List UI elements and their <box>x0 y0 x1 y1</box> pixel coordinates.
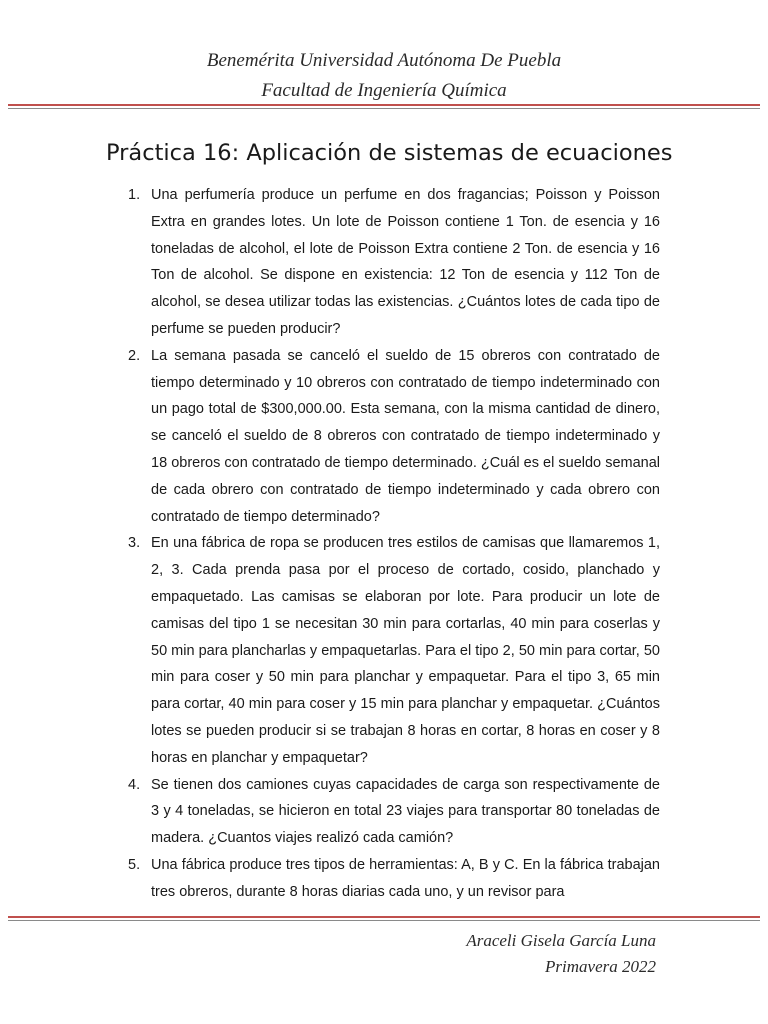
item-text: Una fábrica produce tres tipos de herramientas: A, B y C. En la fábrica trabajan tres obreros, durante 8 horas diarias cada uno, y un revisor para <box>151 856 660 900</box>
term-label: Primavera 2022 <box>545 957 656 976</box>
page-header <box>0 46 768 106</box>
item-number: 2. <box>128 347 141 364</box>
author-name: Araceli Gisela García Luna <box>466 931 656 950</box>
page-title: Práctica 16: Aplicación de sistemas de ecuaciones <box>106 140 673 166</box>
list-item <box>128 772 660 852</box>
item-text: Se tienen dos camiones cuyas capacidades de carga son respectivamente de 3 y 4 toneladas, se hicieron en total 23 viajes para transportar 80 toneladas de madera. ¿Cuantos viajes realizó cada camión? <box>151 776 660 847</box>
problem-list <box>128 182 660 906</box>
item-number: 4. <box>128 776 141 793</box>
item-text: En una fábrica de ropa se producen tres estilos de camisas que llamaremos 1, 2, 3. Cada prenda pasa por el proceso de cortado, cosido, planchado y empaquetado. Las camisas se elaboran por lote. Para producir un lote de camisas del tipo 1 se necesitan 30 min para cortarlas, 40 min para coserlas y 50 min para plancharlas y empaquetarlas. Para el tipo 2, 50 min para cortar, 50 min para coser y 50 min para planchar y empaquetar. Para el tipo 3, 65 min para cortar, 40 min para coser y 15 min para planchar y empaquetar. ¿Cuántos lotes se pueden producir si se trabajan 8 horas en cortar, 8 horas en coser y 8 horas en planchar y empaquetar? <box>151 535 660 766</box>
university-name: Benemérita Universidad Autónoma De Puebla <box>206 50 562 71</box>
page-footer <box>466 928 656 980</box>
list-item <box>128 530 660 771</box>
item-text: La semana pasada se canceló el sueldo de 15 obreros con contratado de tiempo determinado y 10 obreros con contratado de tiempo indeterminado con un pago total de $300,000.00. Esta semana, con la misma cantidad de dinero, se canceló el sueldo de 8 obreros con contratado de tiempo indeterminado y 18 obreros con contratado de tiempo determinado. ¿Cuál es el sueldo semanal de cada obrero con contratado de tiempo indeterminado y cada obrero con contratado de tiempo determinado? <box>151 347 660 525</box>
faculty-name: Facultad de Ingeniería Química <box>261 80 507 101</box>
list-item <box>128 343 660 531</box>
footer-rule <box>8 916 760 921</box>
item-number: 1. <box>128 187 141 203</box>
item-text: Una perfumería produce un perfume en dos fragancias; Poisson y Poisson Extra en grandes lotes. Un lote de Poisson contiene 1 Ton. de esencia y 16 toneladas de alcohol, el lote de Poisson Extra contiene 2 Ton. de esencia y 16 Ton de alcohol. Se dispone en existencia: 12 Ton de esencia y 112 Ton de alcohol, se desea utilizar todas las existencias. ¿Cuántos lotes de cada tipo de perfume se pueden producir? <box>151 187 660 337</box>
header-rule <box>8 104 760 109</box>
item-number: 5. <box>128 856 141 873</box>
list-item <box>128 852 660 906</box>
item-number: 3. <box>128 535 141 552</box>
list-item <box>128 182 660 343</box>
